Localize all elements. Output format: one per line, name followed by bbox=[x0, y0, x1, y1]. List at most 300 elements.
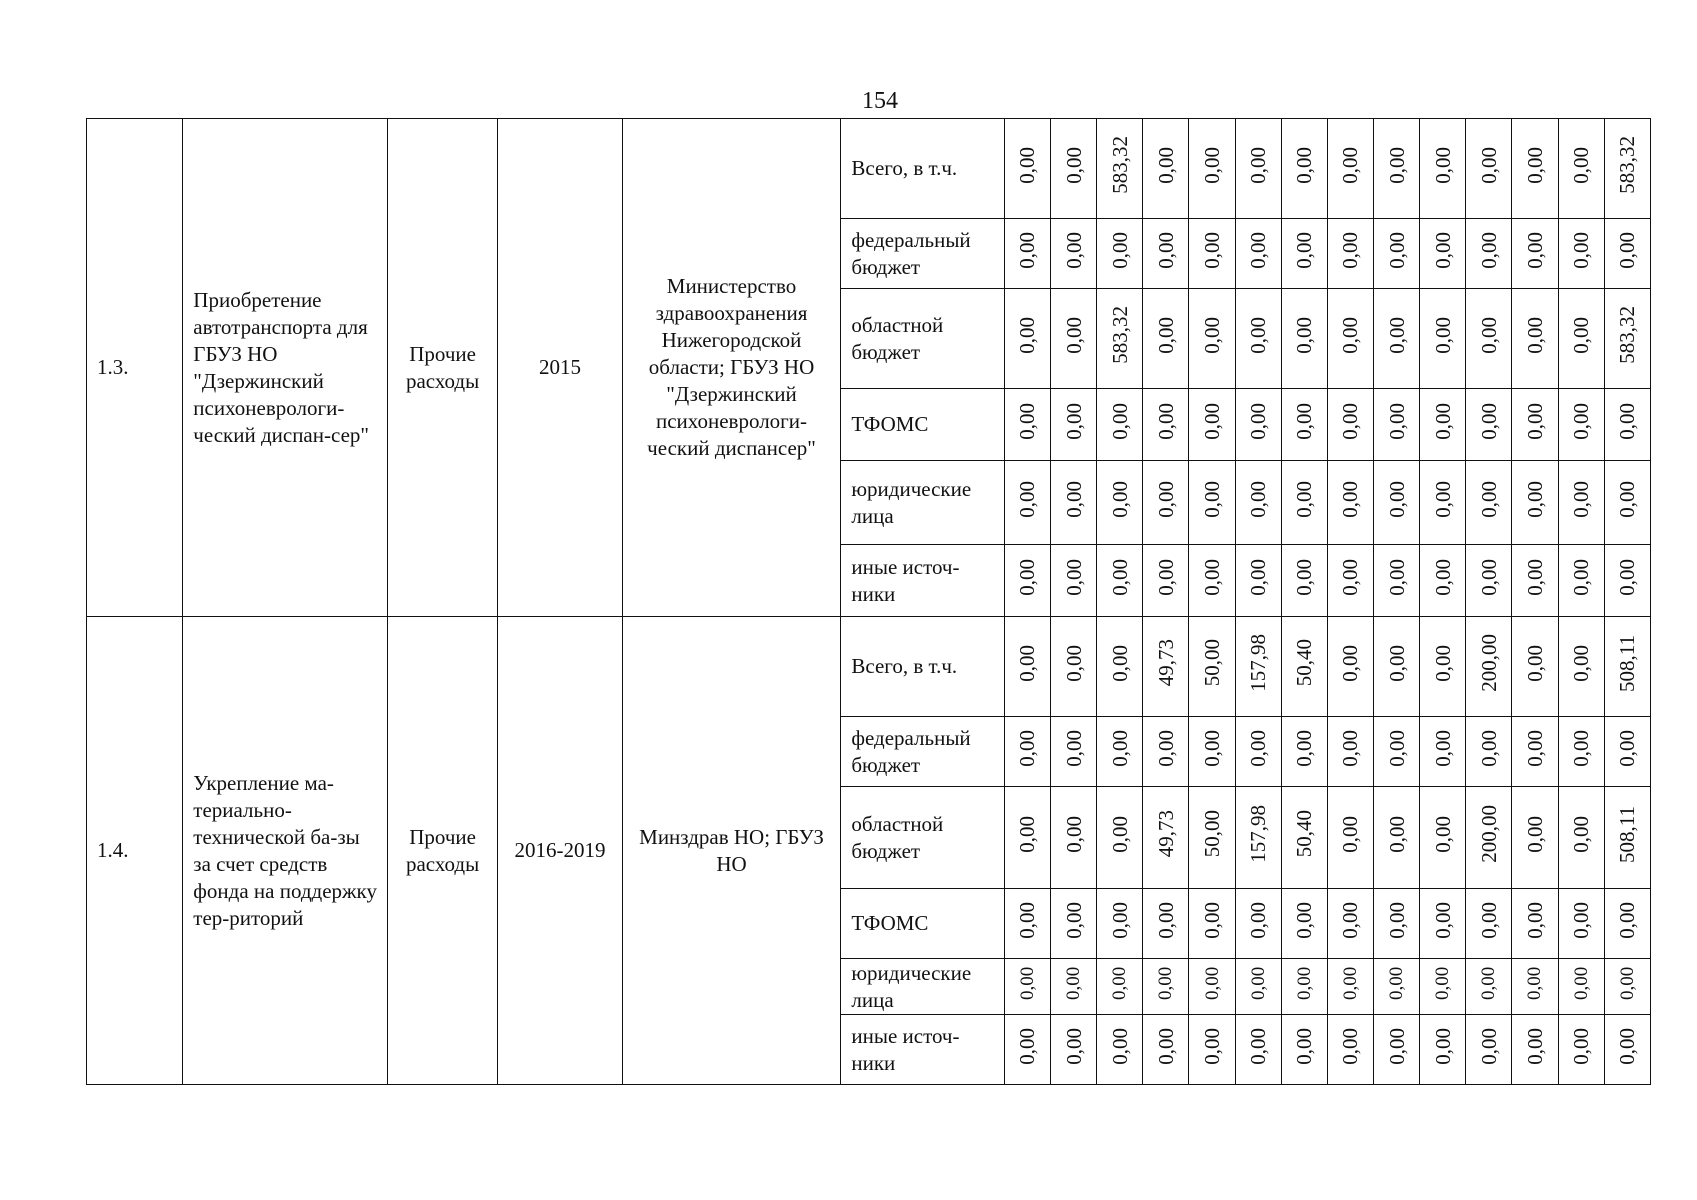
amount-cell bbox=[1051, 787, 1097, 889]
amount-value: 0,00 bbox=[1153, 316, 1178, 354]
amount-cell bbox=[1374, 959, 1420, 1015]
amount-value: 0,00 bbox=[1107, 558, 1132, 596]
amount-cell bbox=[1374, 889, 1420, 959]
amount-cell bbox=[1143, 1015, 1189, 1085]
amount-value: 508,11 bbox=[1615, 634, 1640, 692]
amount-cell bbox=[1143, 389, 1189, 461]
amount-value: 0,00 bbox=[1292, 558, 1317, 596]
amount-cell bbox=[1374, 119, 1420, 219]
amount-cell bbox=[1281, 959, 1327, 1015]
amount-value: 0,00 bbox=[1476, 1027, 1501, 1065]
amount-value: 0,00 bbox=[1522, 815, 1547, 853]
amount-cell bbox=[1420, 959, 1466, 1015]
amount-value: 0,00 bbox=[1476, 480, 1501, 518]
amount-value: 0,00 bbox=[1107, 815, 1132, 853]
amount-value: 200,00 bbox=[1476, 634, 1501, 692]
amount-cell bbox=[1051, 889, 1097, 959]
amount-cell bbox=[1604, 617, 1650, 717]
amount-value: 0,00 bbox=[1384, 316, 1409, 354]
amount-value: 0,00 bbox=[1107, 901, 1132, 939]
amount-value: 0,00 bbox=[1292, 901, 1317, 939]
amount-cell bbox=[1235, 959, 1281, 1015]
amount-value: 583,32 bbox=[1107, 136, 1132, 194]
funding-source: ТФОМС bbox=[841, 389, 1005, 461]
amount-value: 0,00 bbox=[1246, 901, 1271, 939]
amount-value: 0,00 bbox=[1384, 480, 1409, 518]
amount-value: 0,00 bbox=[1384, 729, 1409, 767]
amount-value: 0,00 bbox=[1384, 1027, 1409, 1065]
amount-cell bbox=[1189, 959, 1235, 1015]
amount-cell bbox=[1281, 787, 1327, 889]
amount-cell bbox=[1189, 889, 1235, 959]
amount-value: 0,00 bbox=[1569, 815, 1594, 853]
amount-cell bbox=[1143, 889, 1189, 959]
amount-cell bbox=[1420, 787, 1466, 889]
amount-value: 0,00 bbox=[1522, 901, 1547, 939]
amount-value: 0,00 bbox=[1107, 644, 1132, 682]
amount-cell bbox=[1420, 617, 1466, 717]
amount-value: 0,00 bbox=[1061, 316, 1086, 354]
amount-cell bbox=[1604, 959, 1650, 1015]
amount-cell bbox=[1604, 1015, 1650, 1085]
amount-value: 0,00 bbox=[1522, 1027, 1547, 1065]
amount-cell bbox=[1466, 889, 1512, 959]
amount-cell bbox=[1466, 787, 1512, 889]
amount-value: 50,00 bbox=[1200, 639, 1224, 687]
amount-value: 0,00 bbox=[1200, 558, 1224, 596]
amount-cell bbox=[1466, 389, 1512, 461]
amount-cell bbox=[1512, 389, 1558, 461]
amount-value: 0,00 bbox=[1615, 558, 1640, 596]
budget-table bbox=[86, 118, 1651, 1085]
amount-value: 49,73 bbox=[1153, 639, 1178, 687]
amount-cell bbox=[1097, 461, 1143, 545]
amount-value: 583,32 bbox=[1615, 306, 1640, 364]
amount-cell bbox=[1004, 787, 1050, 889]
amount-cell bbox=[1143, 545, 1189, 617]
amount-value: 0,00 bbox=[1200, 1027, 1224, 1065]
amount-value: 0,00 bbox=[1107, 1027, 1132, 1065]
amount-value: 0,00 bbox=[1476, 402, 1501, 440]
amount-value: 0,00 bbox=[1430, 231, 1455, 269]
amount-cell bbox=[1420, 889, 1466, 959]
funding-source: юридические лица bbox=[841, 461, 1005, 545]
amount-value: 0,00 bbox=[1569, 316, 1594, 354]
amount-value: 0,00 bbox=[1522, 729, 1547, 767]
amount-value: 0,00 bbox=[1107, 729, 1132, 767]
amount-cell bbox=[1281, 219, 1327, 289]
amount-value: 0,00 bbox=[1476, 146, 1501, 184]
amount-cell bbox=[1051, 119, 1097, 219]
amount-cell bbox=[1097, 717, 1143, 787]
amount-value: 0,00 bbox=[1384, 402, 1409, 440]
amount-value: 0,00 bbox=[1155, 966, 1177, 1000]
amount-value: 0,00 bbox=[1430, 644, 1455, 682]
expense-type: Прочие расходы bbox=[387, 617, 497, 1085]
amount-value: 0,00 bbox=[1338, 402, 1363, 440]
amount-cell bbox=[1558, 219, 1604, 289]
amount-cell bbox=[1512, 717, 1558, 787]
amount-cell bbox=[1420, 1015, 1466, 1085]
item-number: 1.4. bbox=[87, 617, 183, 1085]
amount-cell bbox=[1281, 289, 1327, 389]
amount-value: 0,00 bbox=[1384, 644, 1409, 682]
amount-value: 0,00 bbox=[1430, 146, 1455, 184]
amount-value: 200,00 bbox=[1476, 805, 1501, 863]
amount-value: 0,00 bbox=[1292, 316, 1317, 354]
amount-cell bbox=[1189, 717, 1235, 787]
amount-cell bbox=[1604, 219, 1650, 289]
amount-cell bbox=[1512, 289, 1558, 389]
amount-value: 0,00 bbox=[1200, 480, 1224, 518]
amount-cell bbox=[1327, 787, 1373, 889]
funding-source: областной бюджет bbox=[841, 289, 1005, 389]
amount-value: 0,00 bbox=[1478, 966, 1500, 1000]
amount-value: 0,00 bbox=[1153, 729, 1178, 767]
amount-value: 157,98 bbox=[1246, 805, 1271, 863]
amount-cell bbox=[1466, 617, 1512, 717]
amount-cell bbox=[1327, 717, 1373, 787]
amount-cell bbox=[1281, 119, 1327, 219]
amount-value: 0,00 bbox=[1386, 966, 1408, 1000]
amount-cell bbox=[1097, 289, 1143, 389]
amount-value: 0,00 bbox=[1107, 231, 1132, 269]
amount-value: 0,00 bbox=[1615, 1027, 1640, 1065]
amount-value: 0,00 bbox=[1339, 966, 1361, 1000]
amount-value: 50,40 bbox=[1292, 810, 1317, 858]
amount-cell bbox=[1051, 1015, 1097, 1085]
amount-value: 0,00 bbox=[1107, 480, 1132, 518]
amount-value: 0,00 bbox=[1615, 231, 1640, 269]
amount-cell bbox=[1420, 219, 1466, 289]
amount-cell bbox=[1004, 289, 1050, 389]
expense-type: Прочие расходы bbox=[387, 119, 497, 617]
amount-cell bbox=[1327, 959, 1373, 1015]
amount-cell bbox=[1466, 959, 1512, 1015]
amount-value: 0,00 bbox=[1061, 558, 1086, 596]
item-name: Приобретение автотранспорта для ГБУЗ НО "Дзержинский психоневрологи-ческий диспан-сер" bbox=[183, 119, 388, 617]
amount-cell bbox=[1051, 717, 1097, 787]
amount-cell bbox=[1235, 787, 1281, 889]
amount-cell bbox=[1512, 119, 1558, 219]
amount-value: 0,00 bbox=[1061, 480, 1086, 518]
amount-value: 0,00 bbox=[1015, 231, 1040, 269]
amount-value: 0,00 bbox=[1015, 480, 1040, 518]
amount-cell bbox=[1189, 219, 1235, 289]
amount-cell bbox=[1374, 545, 1420, 617]
amount-value: 0,00 bbox=[1338, 644, 1363, 682]
amount-cell bbox=[1327, 889, 1373, 959]
funding-source: федеральный бюджет bbox=[841, 219, 1005, 289]
amount-cell bbox=[1604, 389, 1650, 461]
amount-value: 0,00 bbox=[1524, 966, 1546, 1000]
amount-value: 0,00 bbox=[1430, 558, 1455, 596]
amount-value: 0,00 bbox=[1200, 402, 1224, 440]
amount-value: 0,00 bbox=[1200, 729, 1224, 767]
amount-cell bbox=[1604, 119, 1650, 219]
amount-value: 0,00 bbox=[1615, 901, 1640, 939]
amount-value: 0,00 bbox=[1570, 966, 1592, 1000]
amount-value: 0,00 bbox=[1384, 558, 1409, 596]
amount-value: 0,00 bbox=[1015, 644, 1040, 682]
amount-cell bbox=[1420, 717, 1466, 787]
funding-source: иные источ-ники bbox=[841, 545, 1005, 617]
amount-value: 0,00 bbox=[1569, 644, 1594, 682]
amount-cell bbox=[1235, 461, 1281, 545]
amount-cell bbox=[1097, 1015, 1143, 1085]
amount-cell bbox=[1466, 545, 1512, 617]
funding-source: юридические лица bbox=[841, 959, 1005, 1015]
amount-cell bbox=[1235, 289, 1281, 389]
amount-value: 0,00 bbox=[1384, 815, 1409, 853]
amount-cell bbox=[1558, 389, 1604, 461]
amount-cell bbox=[1558, 289, 1604, 389]
amount-cell bbox=[1143, 461, 1189, 545]
amount-value: 508,11 bbox=[1615, 805, 1640, 863]
executor: Министерство здравоохранения Нижегородской области; ГБУЗ НО "Дзержинский психоневрологи-ческий диспансер" bbox=[622, 119, 841, 617]
amount-cell bbox=[1004, 1015, 1050, 1085]
amount-cell bbox=[1327, 389, 1373, 461]
amount-value: 0,00 bbox=[1569, 558, 1594, 596]
amount-cell bbox=[1143, 617, 1189, 717]
amount-value: 0,00 bbox=[1338, 316, 1363, 354]
item-name: Укрепление ма-териально-технической ба-зы за счет средств фонда на поддержку тер-риторий bbox=[183, 617, 388, 1085]
amount-cell bbox=[1143, 787, 1189, 889]
amount-value: 0,00 bbox=[1522, 558, 1547, 596]
amount-value: 0,00 bbox=[1246, 480, 1271, 518]
amount-value: 0,00 bbox=[1430, 402, 1455, 440]
amount-cell bbox=[1235, 889, 1281, 959]
amount-value: 0,00 bbox=[1338, 558, 1363, 596]
amount-value: 0,00 bbox=[1616, 966, 1638, 1000]
amount-cell bbox=[1004, 959, 1050, 1015]
amount-value: 0,00 bbox=[1432, 966, 1454, 1000]
amount-cell bbox=[1189, 787, 1235, 889]
amount-value: 0,00 bbox=[1107, 402, 1132, 440]
amount-value: 0,00 bbox=[1338, 231, 1363, 269]
amount-cell bbox=[1051, 219, 1097, 289]
amount-cell bbox=[1097, 889, 1143, 959]
amount-value: 0,00 bbox=[1061, 901, 1086, 939]
amount-value: 0,00 bbox=[1476, 729, 1501, 767]
amount-cell bbox=[1004, 889, 1050, 959]
amount-value: 0,00 bbox=[1338, 729, 1363, 767]
funding-source: областной бюджет bbox=[841, 787, 1005, 889]
amount-value: 0,00 bbox=[1338, 1027, 1363, 1065]
amount-cell bbox=[1235, 389, 1281, 461]
amount-cell bbox=[1604, 289, 1650, 389]
amount-value: 0,00 bbox=[1522, 316, 1547, 354]
amount-value: 0,00 bbox=[1292, 231, 1317, 269]
amount-cell bbox=[1374, 289, 1420, 389]
amount-cell bbox=[1374, 717, 1420, 787]
amount-cell bbox=[1558, 787, 1604, 889]
amount-value: 0,00 bbox=[1016, 966, 1038, 1000]
amount-cell bbox=[1466, 119, 1512, 219]
amount-cell bbox=[1281, 545, 1327, 617]
amount-cell bbox=[1051, 545, 1097, 617]
amount-cell bbox=[1281, 461, 1327, 545]
funding-source: Всего, в т.ч. bbox=[841, 119, 1005, 219]
amount-value: 0,00 bbox=[1200, 231, 1224, 269]
amount-value: 0,00 bbox=[1522, 402, 1547, 440]
amount-cell bbox=[1189, 545, 1235, 617]
amount-value: 0,00 bbox=[1063, 966, 1085, 1000]
amount-cell bbox=[1189, 461, 1235, 545]
amount-value: 0,00 bbox=[1615, 729, 1640, 767]
executor: Минздрав НО; ГБУЗ НО bbox=[622, 617, 841, 1085]
amount-value: 0,00 bbox=[1015, 402, 1040, 440]
amount-cell bbox=[1466, 289, 1512, 389]
amount-value: 157,98 bbox=[1246, 634, 1271, 692]
amount-value: 0,00 bbox=[1338, 480, 1363, 518]
amount-cell bbox=[1235, 1015, 1281, 1085]
amount-value: 0,00 bbox=[1384, 901, 1409, 939]
amount-value: 0,00 bbox=[1246, 316, 1271, 354]
amount-cell bbox=[1097, 119, 1143, 219]
amount-value: 0,00 bbox=[1430, 316, 1455, 354]
amount-cell bbox=[1327, 545, 1373, 617]
amount-value: 0,00 bbox=[1200, 901, 1224, 939]
amount-value: 0,00 bbox=[1153, 146, 1178, 184]
amount-value: 0,00 bbox=[1015, 146, 1040, 184]
page-number: 154 bbox=[862, 88, 898, 114]
amount-cell bbox=[1420, 545, 1466, 617]
amount-cell bbox=[1374, 461, 1420, 545]
amount-cell bbox=[1374, 1015, 1420, 1085]
amount-value: 0,00 bbox=[1476, 231, 1501, 269]
amount-value: 0,00 bbox=[1338, 901, 1363, 939]
funding-source: иные источ-ники bbox=[841, 1015, 1005, 1085]
amount-cell bbox=[1004, 717, 1050, 787]
amount-value: 0,00 bbox=[1246, 729, 1271, 767]
amount-value: 0,00 bbox=[1200, 316, 1224, 354]
amount-value: 0,00 bbox=[1476, 316, 1501, 354]
amount-cell bbox=[1327, 219, 1373, 289]
amount-cell bbox=[1097, 389, 1143, 461]
amount-cell bbox=[1512, 889, 1558, 959]
amount-cell bbox=[1004, 617, 1050, 717]
amount-value: 0,00 bbox=[1201, 966, 1223, 1000]
amount-cell bbox=[1004, 545, 1050, 617]
amount-value: 0,00 bbox=[1338, 815, 1363, 853]
amount-value: 0,00 bbox=[1569, 231, 1594, 269]
amount-cell bbox=[1189, 389, 1235, 461]
amount-value: 0,00 bbox=[1338, 146, 1363, 184]
amount-value: 0,00 bbox=[1384, 146, 1409, 184]
amount-value: 0,00 bbox=[1061, 231, 1086, 269]
amount-value: 0,00 bbox=[1061, 729, 1086, 767]
amount-value: 0,00 bbox=[1569, 402, 1594, 440]
amount-cell bbox=[1604, 545, 1650, 617]
amount-value: 0,00 bbox=[1015, 558, 1040, 596]
amount-cell bbox=[1189, 617, 1235, 717]
amount-value: 50,00 bbox=[1200, 810, 1224, 858]
amount-value: 0,00 bbox=[1430, 901, 1455, 939]
amount-cell bbox=[1512, 959, 1558, 1015]
amount-value: 0,00 bbox=[1292, 729, 1317, 767]
amount-value: 583,32 bbox=[1107, 306, 1132, 364]
amount-value: 0,00 bbox=[1153, 231, 1178, 269]
amount-cell bbox=[1420, 389, 1466, 461]
amount-value: 0,00 bbox=[1522, 480, 1547, 518]
amount-cell bbox=[1374, 787, 1420, 889]
amount-value: 0,00 bbox=[1015, 316, 1040, 354]
amount-cell bbox=[1466, 461, 1512, 545]
table-row bbox=[87, 119, 1651, 219]
item-number: 1.3. bbox=[87, 119, 183, 617]
amount-cell bbox=[1558, 1015, 1604, 1085]
amount-value: 0,00 bbox=[1430, 815, 1455, 853]
amount-value: 0,00 bbox=[1430, 1027, 1455, 1065]
amount-value: 0,00 bbox=[1061, 815, 1086, 853]
amount-cell bbox=[1189, 1015, 1235, 1085]
amount-cell bbox=[1097, 959, 1143, 1015]
amount-cell bbox=[1143, 959, 1189, 1015]
amount-value: 0,00 bbox=[1615, 402, 1640, 440]
amount-value: 0,00 bbox=[1246, 558, 1271, 596]
amount-cell bbox=[1004, 119, 1050, 219]
amount-cell bbox=[1512, 461, 1558, 545]
amount-value: 0,00 bbox=[1246, 1027, 1271, 1065]
amount-cell bbox=[1097, 617, 1143, 717]
amount-value: 0,00 bbox=[1615, 480, 1640, 518]
amount-cell bbox=[1327, 617, 1373, 717]
amount-cell bbox=[1512, 545, 1558, 617]
amount-cell bbox=[1281, 889, 1327, 959]
amount-value: 0,00 bbox=[1476, 558, 1501, 596]
amount-value: 0,00 bbox=[1292, 1027, 1317, 1065]
amount-value: 0,00 bbox=[1569, 729, 1594, 767]
amount-value: 0,00 bbox=[1061, 644, 1086, 682]
table-row bbox=[87, 617, 1651, 717]
amount-cell bbox=[1558, 889, 1604, 959]
amount-value: 0,00 bbox=[1384, 231, 1409, 269]
amount-value: 0,00 bbox=[1109, 966, 1131, 1000]
amount-cell bbox=[1189, 289, 1235, 389]
amount-cell bbox=[1051, 389, 1097, 461]
amount-cell bbox=[1420, 461, 1466, 545]
amount-cell bbox=[1558, 461, 1604, 545]
amount-cell bbox=[1281, 617, 1327, 717]
amount-cell bbox=[1189, 119, 1235, 219]
amount-value: 0,00 bbox=[1569, 1027, 1594, 1065]
amount-cell bbox=[1235, 617, 1281, 717]
amount-value: 0,00 bbox=[1246, 231, 1271, 269]
amount-value: 0,00 bbox=[1292, 146, 1317, 184]
amount-cell bbox=[1558, 119, 1604, 219]
amount-cell bbox=[1327, 461, 1373, 545]
amount-cell bbox=[1235, 545, 1281, 617]
amount-cell bbox=[1143, 289, 1189, 389]
amount-value: 0,00 bbox=[1522, 644, 1547, 682]
amount-cell bbox=[1004, 219, 1050, 289]
implementation-period: 2016-2019 bbox=[498, 617, 622, 1085]
amount-value: 0,00 bbox=[1522, 146, 1547, 184]
implementation-period: 2015 bbox=[498, 119, 622, 617]
amount-value: 0,00 bbox=[1522, 231, 1547, 269]
amount-value: 0,00 bbox=[1246, 146, 1271, 184]
amount-cell bbox=[1097, 787, 1143, 889]
amount-value: 0,00 bbox=[1015, 815, 1040, 853]
amount-value: 0,00 bbox=[1061, 146, 1086, 184]
amount-value: 0,00 bbox=[1246, 402, 1271, 440]
funding-source: федеральный бюджет bbox=[841, 717, 1005, 787]
amount-value: 0,00 bbox=[1015, 1027, 1040, 1065]
amount-cell bbox=[1512, 617, 1558, 717]
amount-value: 0,00 bbox=[1430, 729, 1455, 767]
amount-value: 0,00 bbox=[1569, 146, 1594, 184]
